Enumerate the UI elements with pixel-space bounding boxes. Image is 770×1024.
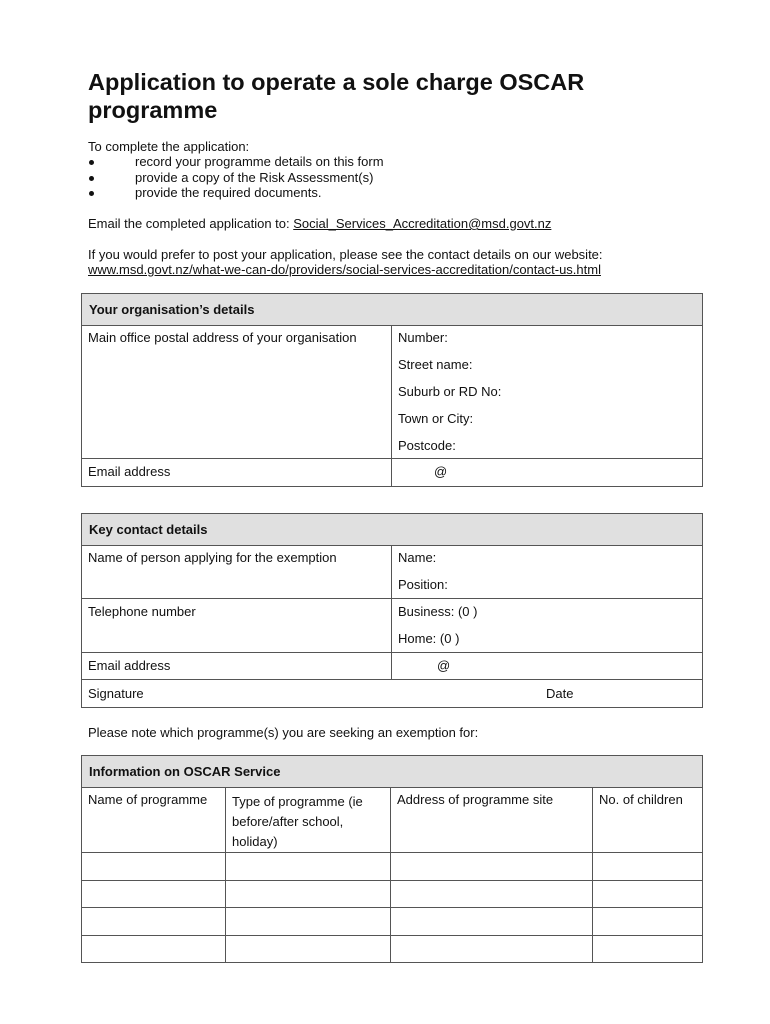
col-type-of-programme: Type of programme (ie before/after school, holiday) — [232, 794, 363, 849]
bullet-item: provide a copy of the Risk Assessment(s) — [135, 170, 374, 185]
suburb-field[interactable]: Suburb or RD No: — [398, 384, 502, 399]
accreditation-email-link[interactable]: Social_Services_Accreditation@msd.govt.nz — [293, 216, 552, 231]
col-no-of-children: No. of children — [599, 792, 683, 807]
date-label: Date — [546, 686, 574, 701]
org-email-label: Email address — [88, 464, 171, 479]
number-field[interactable]: Number: — [398, 330, 448, 345]
organisation-table-header: Your organisation’s details — [81, 293, 703, 326]
position-field[interactable]: Position: — [398, 577, 448, 592]
bullet-item: provide the required documents. — [135, 185, 322, 200]
bullet-icon — [89, 160, 94, 165]
address-label: Main office postal address of your organisation — [88, 330, 357, 345]
email-instruction — [88, 216, 551, 231]
col-name-of-programme: Name of programme — [88, 792, 208, 807]
signature-label: Signature — [88, 686, 144, 701]
business-phone-field[interactable]: Business: (0 ) — [398, 604, 478, 619]
postcode-field[interactable]: Postcode: — [398, 438, 456, 453]
bullet-icon — [89, 191, 94, 196]
page-title: Application to operate a sole charge OSCAR programme — [88, 69, 585, 123]
oscar-table-header: Information on OSCAR Service — [81, 755, 703, 788]
home-phone-field[interactable]: Home: (0 ) — [398, 631, 460, 646]
contact-table-header: Key contact details — [81, 513, 703, 546]
name-field[interactable]: Name: — [398, 550, 437, 565]
contact-us-link[interactable]: www.msd.govt.nz/what-we-can-do/providers/social-services-accreditation/contact-us.html — [88, 262, 601, 277]
contact-email-label: Email address — [88, 658, 171, 673]
telephone-label: Telephone number — [88, 604, 196, 619]
street-field[interactable]: Street name: — [398, 357, 473, 372]
col-address: Address of programme site — [397, 792, 554, 807]
intro-text: To complete the application: — [88, 139, 250, 154]
programme-note: Please note which programme(s) you are seeking an exemption for: — [88, 725, 479, 740]
bullet-item: record your programme details on this form — [135, 154, 384, 169]
bullet-icon — [89, 176, 94, 181]
town-field[interactable]: Town or City: — [398, 411, 474, 426]
applicant-label: Name of person applying for the exemption — [88, 550, 337, 565]
contact-email-field[interactable]: @ — [437, 658, 451, 673]
email-prefix: Email the completed application to: — [88, 216, 294, 231]
post-instruction: If you would prefer to post your application, please see the contact details on our website: — [88, 247, 603, 262]
org-email-field[interactable]: @ — [434, 464, 448, 479]
